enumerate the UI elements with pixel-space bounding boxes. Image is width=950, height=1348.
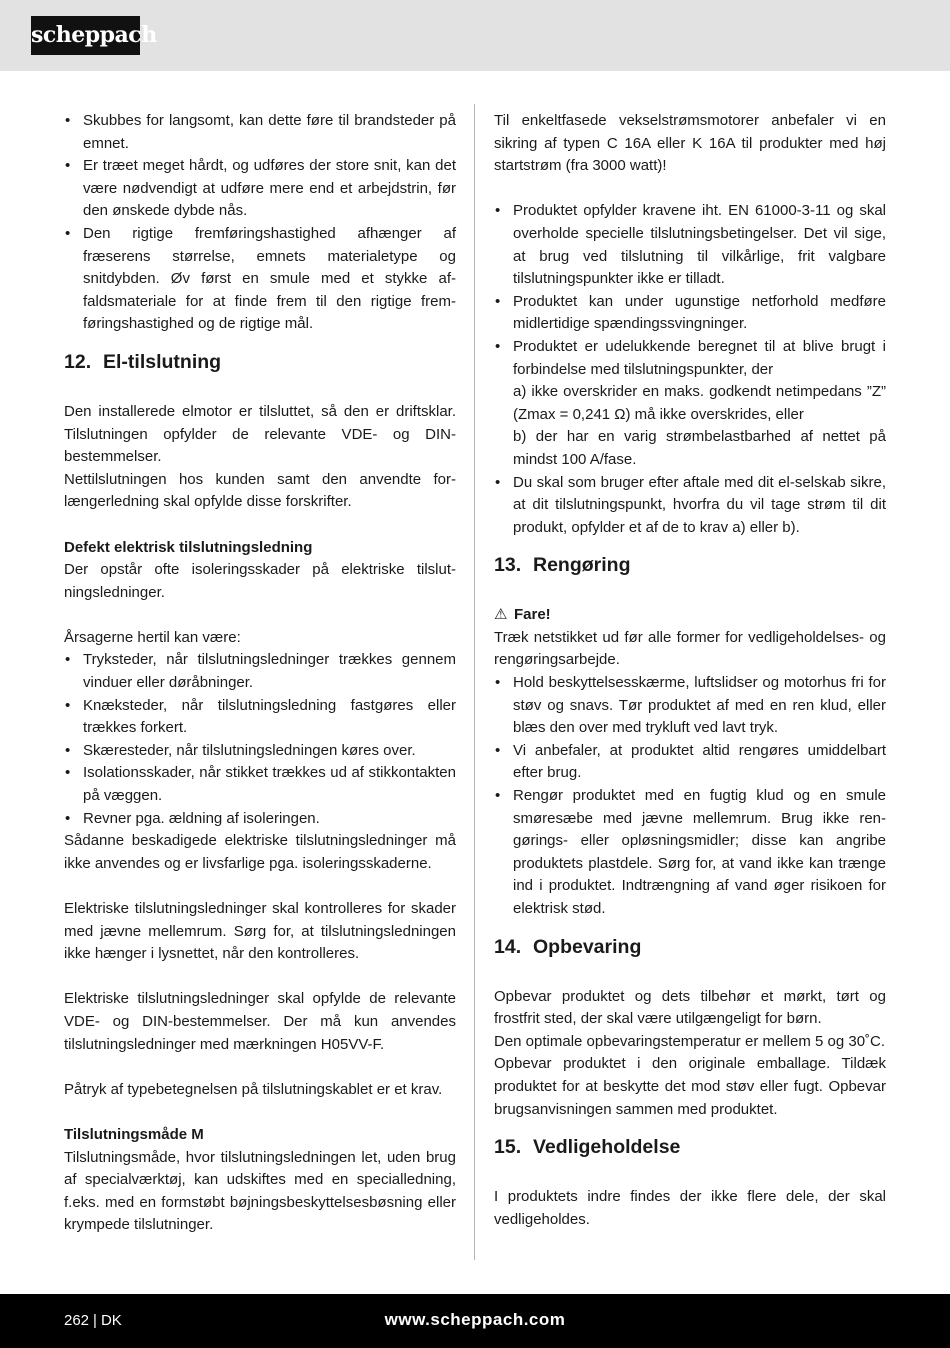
paragraph: Påtryk af typebetegnelsen på tilslutningskablet er et krav.	[64, 1080, 443, 1098]
intro-bullet-list	[64, 110, 456, 336]
paragraph: Opbevar produktet i den originale emballage. Tildæk produktet for at beskytte det mod støv eller fugt. Opbevar brugsanvisningen sammen med produktet.	[494, 1055, 886, 1118]
section-number: 13.	[494, 554, 522, 577]
list-item: • Hold beskyttelsesskærme, luftslidser og motorhus fri for støv og snavs. Tør produktet af med en ren klud, eller blæs den over med trykluft ved lavt tryk.	[494, 672, 886, 740]
subheading: Defekt elektrisk tilslutningsledning	[64, 538, 313, 556]
list-item: • Rengør produktet med en fugtig klud og en smule smøresæbe med jævne mellemrum. Brug ikke rengørings- eller opløsningsmidler; disse kan angribe produktets plastdele. Sørg for, at vand ikke kan trænge ind i produktet. Indtrængning af vand øger risikoen for elektrisk stød.	[494, 785, 886, 921]
list-item: • Produktet kan under ugunstige netforhold medføre midlertidige spændingssvingninger.	[494, 291, 886, 336]
left-column	[64, 110, 456, 1237]
website-link[interactable]: www.scheppach.com	[384, 1310, 566, 1329]
paragraph: Nettilslutningen hos kunden samt den anvendte forlængerledning skal opfylde disse forskrifter.	[64, 470, 456, 511]
warning-title: Fare!	[514, 606, 551, 624]
list-item-text: a) ikke overskrider en maks. godkendt netimpedans ”Z” (Zmax = 0,241 Ω) må ikke overskrides, eller	[513, 383, 886, 423]
brand-logo: scheppach	[31, 16, 140, 55]
paragraph: Opbevar produktet og dets tilbehør et mørkt, tørt og frostfrit sted, der skal være utilgængeligt for børn.	[494, 987, 886, 1028]
paragraph: Årsagerne hertil kan være:	[64, 628, 241, 646]
section-title: El-tilslutning	[103, 350, 222, 373]
list-item: • Produktet opfylder kravene iht. EN 61000-3-11 og skal overholde specielle tilslutningsbetingelser. Det vil sige, at brug ved tilslutning til vilkårlige, frit valgbare tilslutningspunkter ikke er tilladt.	[494, 200, 886, 290]
list-item	[494, 336, 886, 472]
list-item: • Den rigtige fremføringshastighed afhænger af fræserens størrelse, emnets materialetype og snitdybden. Øv først en smule med et stykke affaldsmateriale for at finde frem til den rigtige fremføringshastighed og de rigtige mål.	[64, 223, 456, 336]
cleaning-bullet-list	[494, 672, 886, 921]
list-item: • Knæksteder, når tilslutningsledning fastgøres eller trækkes forkert.	[64, 695, 456, 740]
list-item-text: • Produktet er udelukkende beregnet til at blive brugt i forbindelse med tilslutningspunkter, der	[513, 337, 886, 378]
list-item: • Du skal som bruger efter aftale med dit el-selskab sikre, at dit tilslutningspunkt, hvorfra du vil tage strøm til dit produkt, opfylder et af de to krav a) eller b).	[494, 472, 886, 540]
paragraph: Til enkeltfasede vekselstrømsmotorer anbefaler vi en sikring af typen C 16A eller K 16A til produkter med høj startstrøm (fra 3000 watt)!	[494, 112, 886, 175]
network-bullet-list	[494, 200, 886, 539]
list-item: • Isolationsskader, når stikket trækkes ud af stikkontakten på væggen.	[64, 762, 456, 807]
right-column	[494, 110, 886, 1231]
header-band	[0, 0, 950, 71]
section-heading-rengoring	[494, 551, 886, 579]
section-number: 14.	[494, 935, 522, 958]
list-item: • Skæresteder, når tilslutningsledningen køres over.	[64, 740, 456, 763]
column-divider	[474, 104, 475, 1260]
section-number: 12.	[64, 350, 92, 373]
paragraph: Den optimale opbevaringstemperatur er mellem 5 og 30˚C.	[494, 1032, 886, 1050]
causes-list	[64, 649, 456, 830]
section-title: Vedligeholdelse	[533, 1136, 681, 1159]
list-item: • Skubbes for langsomt, kan dette føre til brandsteder på emnet.	[64, 110, 456, 155]
warning-triangle-icon: ⚠	[494, 606, 508, 624]
list-item: • Vi anbefaler, at produktet altid rengøres umiddelbart efter brug.	[494, 740, 886, 785]
section-title: Rengøring	[533, 554, 631, 577]
page-separator: |	[93, 1312, 97, 1329]
page-number-value: 262	[64, 1312, 90, 1329]
list-item: • Revner pga. ældning af isoleringen.	[64, 808, 456, 831]
paragraph: Der opstår ofte isoleringsskader på elektriske tilslutningsledninger.	[64, 561, 456, 601]
section-number: 15.	[494, 1136, 522, 1159]
paragraph: Elektriske tilslutningsledninger skal opfylde de relevante VDE- og DIN-bestemmelser. Der må kun anvendes tilslutningsledninger med mærkningen H05VV-F.	[64, 990, 456, 1053]
warning-heading	[494, 604, 886, 627]
paragraph: I produktets indre findes der ikke flere dele, der skal vedligeholdes.	[494, 1188, 886, 1228]
language-code: DK	[100, 1312, 122, 1329]
subheading: Tilslutningsmåde M	[64, 1125, 204, 1143]
section-title: Opbevaring	[533, 935, 642, 958]
paragraph: Elektriske tilslutningsledninger skal kontrolleres for skader med jævne mellemrum. Sørg for, at tilslutningsledningen ikke hænger i lysnettet, når den kontrolleres.	[64, 900, 456, 963]
paragraph: Træk netstikket ud før alle former for vedligeholdelses- og rengøringsarbejde.	[494, 628, 886, 669]
section-heading-vedligeholdelse	[494, 1133, 886, 1161]
paragraph: Den installerede elmotor er tilsluttet, så den er driftsklar. Tilslutningen opfylder de relevante VDE- og DIN-bestemmelser.	[64, 402, 456, 466]
list-item: • Er træet meget hårdt, og udføres der store snit, kan det være nødvendigt at udføre mere end et arbejdstrin, før den ønskede dybde nås.	[64, 155, 456, 223]
footer-bar	[0, 1294, 950, 1348]
section-heading-opbevaring	[494, 933, 886, 961]
list-item-text: b) der har en varig strømbelastbarhed af nettet på mindst 100 A/fase.	[513, 428, 886, 468]
paragraph: Tilslutningsmåde, hvor tilslutningsledningen let, uden brug af specialværktøj, kan udskiftes med en specialledning, f.eks. med en formstøbt bøjningsbeskyttelsesbøsning eller krympede tilslutninger.	[64, 1148, 456, 1234]
list-item: • Tryksteder, når tilslutningsledninger trækkes gennem vinduer eller døråbninger.	[64, 649, 456, 694]
paragraph: Sådanne beskadigede elektriske tilslutningsledninger må ikke anvendes og er livsfarlige pga. isoleringsskaderne.	[64, 832, 456, 872]
section-heading-el-tilslutning	[64, 348, 456, 376]
